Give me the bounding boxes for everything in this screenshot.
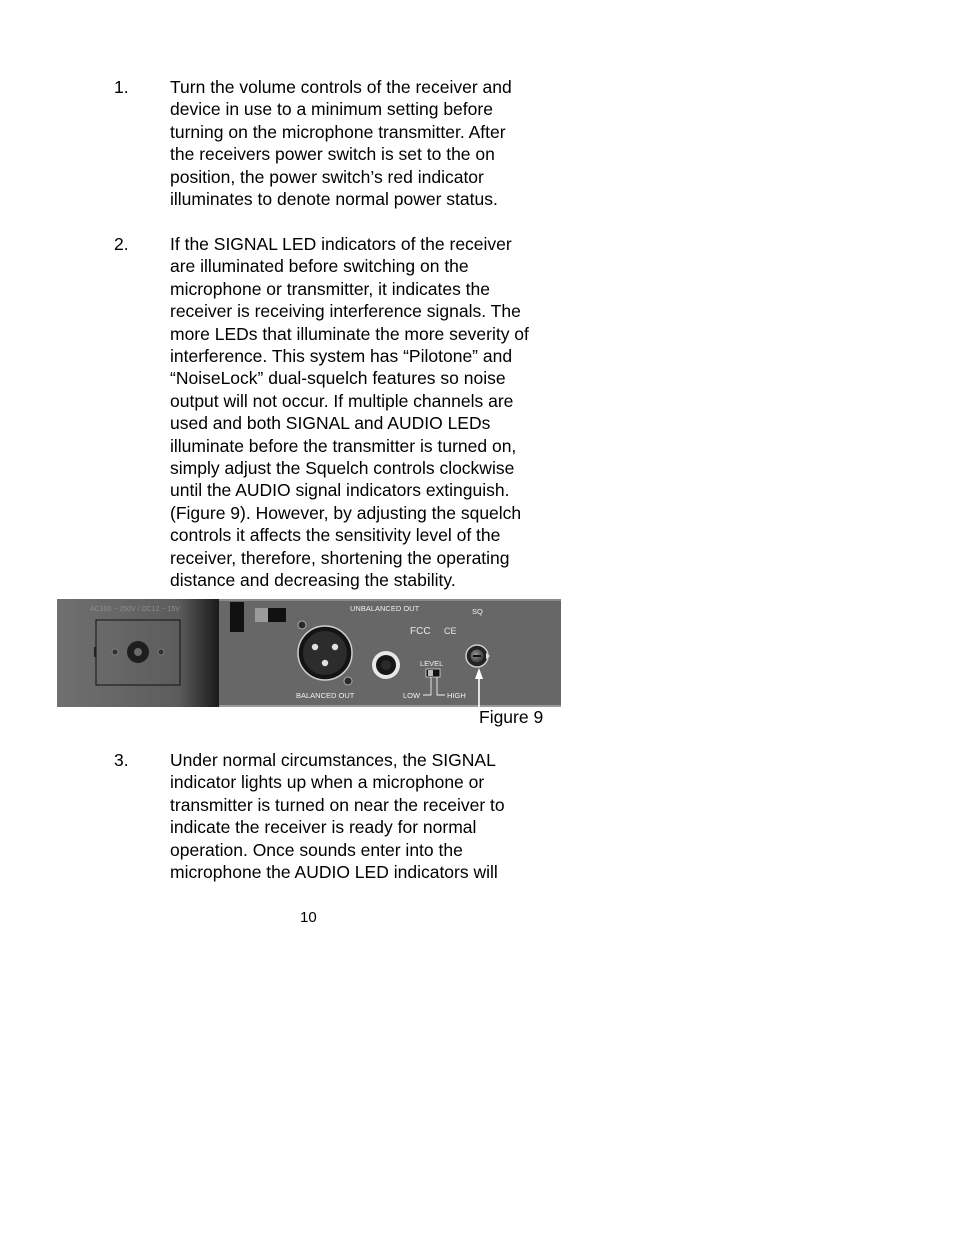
item-number: 2. — [114, 234, 129, 254]
item-number: 1. — [114, 77, 129, 97]
screw-icon — [344, 677, 352, 685]
text-line: simply adjust the Squelch controls clockwise — [170, 458, 515, 479]
text-line: transmitter is turned on near the receiver to — [170, 794, 505, 815]
screw-icon — [158, 649, 164, 655]
switch-plate-light — [255, 608, 268, 622]
text-line: more LEDs that illuminate the more severity of — [170, 323, 529, 344]
text-line: operation. Once sounds enter into the — [170, 839, 463, 860]
power-jack-pin — [134, 648, 142, 656]
rear-panel-illustration — [57, 599, 561, 707]
power-label: AC100 ~ 250V / DC12 ~ 15V — [90, 606, 180, 613]
high-label: HIGH — [447, 691, 466, 700]
level-switch-slider — [428, 670, 433, 676]
text-line: Turn the volume controls of the receiver and — [170, 77, 512, 97]
text-line: are illuminated before switching on the — [170, 256, 469, 277]
text-line: used and both SIGNAL and AUDIO LEDs — [170, 413, 491, 434]
sq-label: SQ — [472, 607, 483, 616]
text-line: microphone or transmitter, it indicates the — [170, 278, 491, 299]
text-line: until the AUDIO signal indicators extinguish. — [170, 480, 510, 501]
text-line: output will not occur. If multiple channels are — [170, 390, 514, 411]
text-line: indicate the receiver is ready for normal — [170, 817, 477, 838]
fcc-mark: FCC — [410, 626, 431, 637]
xlr-pin — [332, 644, 338, 650]
figure-9-receiver-rear-panel — [57, 599, 561, 707]
socket-tab — [94, 647, 96, 657]
text-line: device in use to a minimum setting before — [170, 99, 493, 120]
text-line: controls it affects the sensitivity level of the — [170, 525, 501, 546]
power-switch — [230, 602, 244, 632]
text-line: the receivers power switch is set to the on — [170, 144, 495, 165]
text-line: (Figure 9). However, by adjusting the squelch — [170, 502, 522, 523]
low-label: LOW — [403, 691, 421, 700]
xlr-pin — [312, 644, 318, 650]
text-line: If the SIGNAL LED indicators of the receiver — [170, 234, 512, 254]
text-line: interference. This system has “Pilotone” and — [170, 346, 513, 367]
text-line: receiver, therefore, shortening the operating — [170, 547, 510, 568]
text-line: receiver is receiving interference signals. The — [170, 301, 521, 322]
item-text — [170, 749, 570, 883]
screw-icon — [112, 649, 118, 655]
xlr-face — [303, 631, 347, 675]
text-line: indicator lights up when a microphone or — [170, 772, 485, 793]
switch-plate-dark — [268, 608, 286, 622]
text-line: Under normal circumstances, the SIGNAL — [170, 750, 496, 770]
figure-caption: Figure 9 — [479, 707, 544, 727]
xlr-pin — [322, 660, 328, 666]
screw-icon — [298, 621, 306, 629]
text-line: “NoiseLock” dual-squelch features so noise — [170, 368, 506, 389]
item-number: 3. — [114, 750, 129, 770]
text-line: illuminates to denote normal power status. — [170, 189, 498, 210]
item-text — [170, 76, 570, 210]
text-line: illuminate before the transmitter is turned on, — [170, 435, 517, 456]
balanced-out-label: BALANCED OUT — [296, 691, 355, 700]
unbalanced-jack-center — [381, 660, 391, 670]
unbalanced-out-label: UNBALANCED OUT — [350, 604, 420, 613]
text-line: turning on the microphone transmitter. After — [170, 121, 506, 142]
level-label: LEVEL — [420, 659, 444, 668]
page-number: 10 — [300, 909, 317, 926]
ce-mark: CE — [444, 626, 457, 636]
text-line: microphone the AUDIO LED indicators will — [170, 862, 498, 883]
item-text — [170, 233, 570, 592]
text-line: distance and decreasing the stability. — [170, 570, 456, 591]
text-line: position, the power switch’s red indicator — [170, 166, 484, 187]
